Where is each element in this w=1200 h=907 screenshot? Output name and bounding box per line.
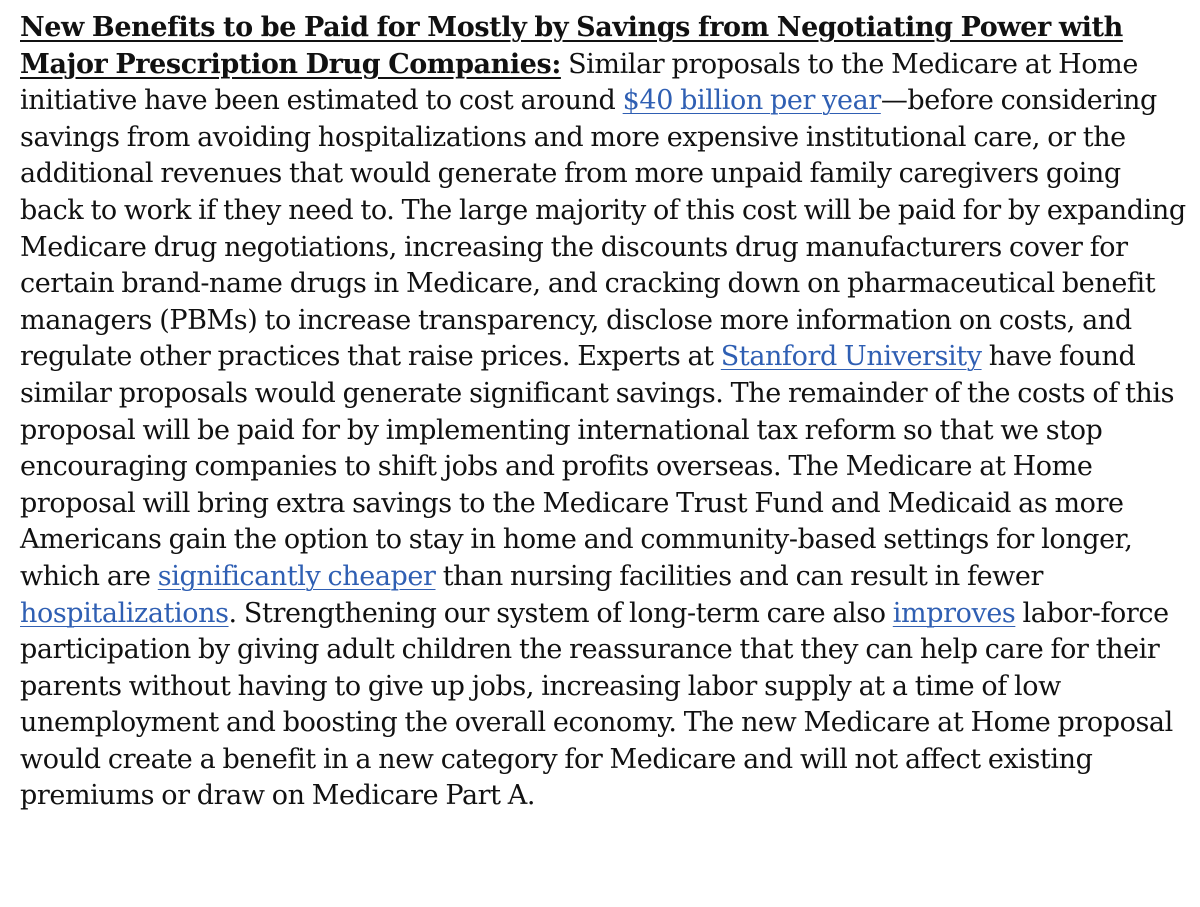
link-hospitalizations[interactable]: hospitalizations [20,597,229,629]
text-segment-1: Similar proposals to the Medicare at Home initiative have been estimated to cost around [20,48,1138,117]
text-segment-4: than nursing facilities and can result in fewer [435,560,1043,592]
link-stanford-university[interactable]: Stanford University [720,341,982,373]
link-cost-estimate[interactable]: $40 billion per year [622,85,881,117]
section-heading: New Benefits to be Paid for Mostly by Savings from Negotiating Power with Major Prescription Drug Companies: [20,12,1123,80]
link-improves[interactable]: improves [892,597,1016,629]
body-paragraph [20,10,1190,815]
text-segment-3: have found similar proposals would generate significant savings. The remainder of the costs of this proposal will be paid for by implementing international tax reform so that we stop encouraging companies to shift jobs and profits overseas. The Medicare at Home proposal will bring extra savings to the Medicare Trust Fund and Medicaid as more Americans gain the option to stay in home and community-based settings for longer, which are [20,341,1175,592]
text-segment-5: . Strengthening our system of long-term care also [228,597,893,629]
text-segment-6: labor-force participation by giving adult children the reassurance that they can help care for their parents without having to give up jobs, increasing labor supply at a time of low unemployment and boosting the overall economy. The new Medicare at Home proposal would create a benefit in a new category for Medicare and will not affect existing premiums or draw on Medicare Part A. [20,597,1173,812]
link-significantly-cheaper[interactable]: significantly cheaper [157,560,436,592]
text-segment-2: —before considering savings from avoiding hospitalizations and more expensive institutional care, or the additional revenues that would generate from more unpaid family caregivers going back to work if they need to. The large majority of this cost will be paid for by expanding Medicare drug negotiations, increasing the discounts drug manufacturers cover for certain brand-name drugs in Medicare, and cracking down on pharmaceutical benefit managers (PBMs) to increase transparency, disclose more information on costs, and regulate other practices that raise prices. Experts at [20,85,1186,373]
